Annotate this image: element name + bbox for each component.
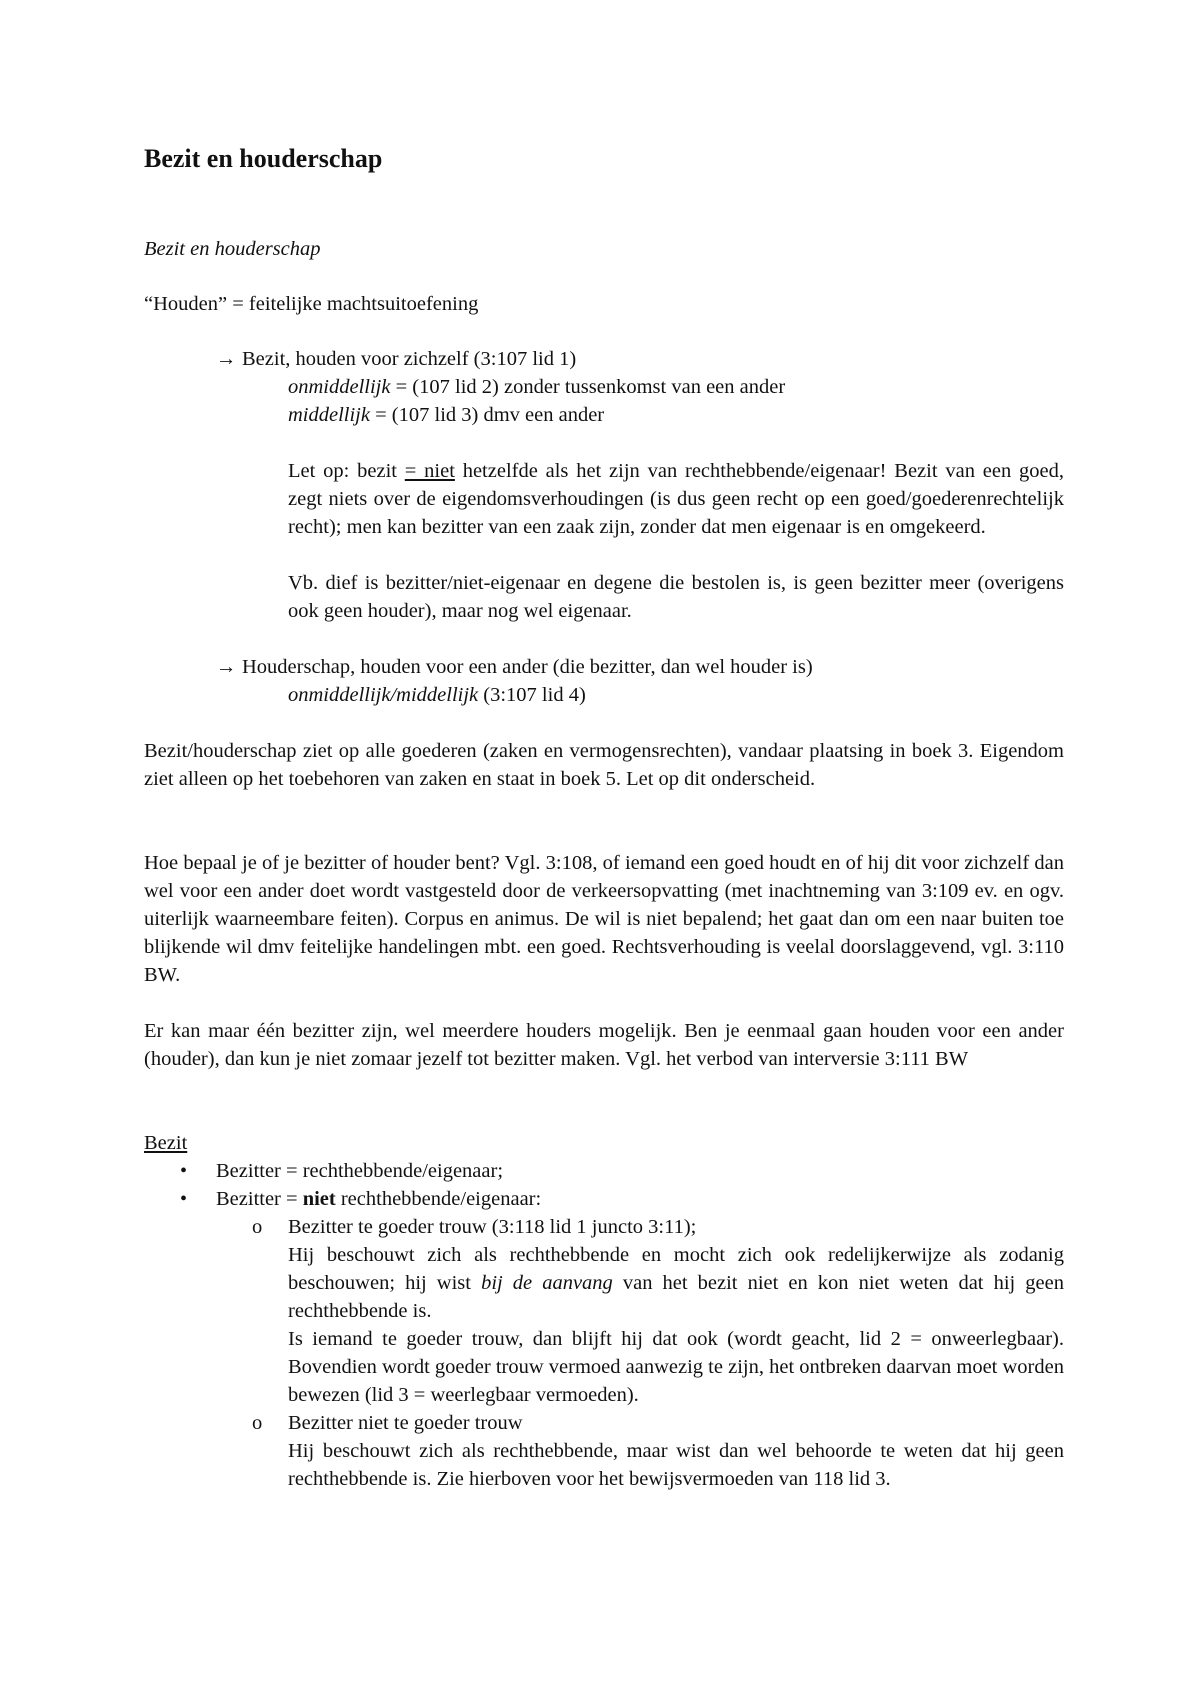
circle-bullet-icon: o <box>252 1412 263 1434</box>
middellijk-line <box>288 401 604 429</box>
let-op-text-b: hetzelfde als het zijn van rechthebbende/eigenaar! Bezit van een goed, zegt niets over de eigendomsverhoudingen (is dus geen recht op een goed/goederenrechtelijk recht); men kan bezitter van een zaak zijn, zonder dat men eigenaar is en omgekeerd. <box>288 460 1064 538</box>
onmiddellijk-line <box>288 373 785 401</box>
bullet-text: Bezitter = rechthebbende/eigenaar; <box>216 1160 504 1182</box>
bullet-text-bold: niet <box>302 1188 336 1210</box>
bullet-text-c: rechthebbende/eigenaar: <box>335 1188 542 1210</box>
middellijk-term: middellijk <box>288 404 370 426</box>
paragraph-goederen: Bezit/houderschap ziet op alle goederen (zaken en vermogensrechten), vandaar plaatsing in boek 3. Eigendom ziet alleen op het toebehoren van zaken en staat in boek 5. Let op dit onderscheid. <box>144 740 1064 790</box>
bezit-list <box>144 1157 1064 1493</box>
list-item <box>144 1157 1064 1185</box>
sub-item-heading: Bezitter niet te goeder trouw <box>288 1412 523 1434</box>
example-note: Vb. dief is bezitter/niet-eigenaar en degene die bestolen is, is geen bezitter meer (overigens ook geen houder), maar nog wel eigenaar. <box>288 572 1064 622</box>
sub-item-paragraph <box>288 1241 1064 1325</box>
bullet-icon: • <box>180 1188 188 1210</box>
bezit-definition: Bezit, houden voor zichzelf (3:107 lid 1) <box>242 348 577 370</box>
houden-definition: “Houden” = feitelijke machtsuitoefening <box>144 293 479 315</box>
sub-item-heading: Bezitter te goeder trouw (3:118 lid 1 juncto 3:11); <box>288 1216 697 1238</box>
let-op-text-a: Let op: bezit <box>288 460 405 482</box>
circle-bullet-icon: o <box>252 1216 263 1238</box>
paragraph-bezitter-of-houder: Hoe bepaal je of je bezitter of houder bent? Vgl. 3:108, of iemand een goed houdt en of hij dit voor zichzelf dan wel voor een ander doet wordt vastgesteld door de verkeersopvatting (met inachtneming van 3:109 ev. en ogv. uiterlijk waarneembare feiten). Corpus en animus. De wil is niet bepalend; het gaat dan om een naar buiten toe blijkende wil dmv feitelijke handelingen mbt. een goed. Rechtsverhouding is veelal doorslaggevend, vgl. 3:110 BW. <box>144 852 1064 986</box>
sub-text-b: van het bezit niet en kon niet weten dat hij geen rechthebbende is. <box>288 1272 1064 1322</box>
document-title: Bezit en houderschap <box>144 144 383 173</box>
right-arrow-icon: → <box>216 348 237 370</box>
middellijk-text: = (107 lid 3) dmv een ander <box>369 404 605 426</box>
section-subtitle: Bezit en houderschap <box>144 238 321 260</box>
let-op-note <box>288 457 1064 541</box>
onmiddellijk-text: = (107 lid 2) zonder tussenkomst van een ander <box>390 376 786 398</box>
let-op-underlined: = niet <box>404 460 455 482</box>
houderschap-sub-line <box>288 681 586 709</box>
sub-item-paragraph: Hij beschouwt zich als rechthebbende, maar wist dan wel behoorde te weten dat hij geen rechthebbende is. Zie hierboven voor het bewijsvermoeden van 118 lid 3. <box>288 1440 1064 1490</box>
paragraph-een-bezitter: Er kan maar één bezitter zijn, wel meerdere houders mogelijk. Ben je eenmaal gaan houden voor een ander (houder), dan kun je niet zomaar jezelf tot bezitter maken. Vgl. het verbod van interversie 3:111 BW <box>144 1020 1064 1070</box>
sub-list-item <box>144 1213 1064 1409</box>
houderschap-arrow-line <box>216 653 813 681</box>
list-item <box>144 1185 1064 1213</box>
sub-text-a: Hij beschouwt zich als rechthebbende en mocht zich ook redelijkerwijze als zodanig beschouwen; hij wist <box>288 1244 1064 1294</box>
houderschap-ref: (3:107 lid 4) <box>478 684 586 706</box>
right-arrow-icon: → <box>216 656 237 678</box>
sub-text-italic: bij de aanvang <box>481 1272 613 1294</box>
bullet-text-a: Bezitter = <box>216 1188 303 1210</box>
bezit-arrow-line <box>216 345 576 373</box>
sub-list-item <box>144 1409 1064 1493</box>
houderschap-term: onmiddellijk/middellijk <box>288 684 479 706</box>
bullet-icon: • <box>180 1160 188 1182</box>
bezit-heading: Bezit <box>144 1132 188 1154</box>
houderschap-definition: Houderschap, houden voor een ander (die bezitter, dan wel houder is) <box>242 656 813 678</box>
onmiddellijk-term: onmiddellijk <box>288 376 391 398</box>
sub-item-paragraph: Is iemand te goeder trouw, dan blijft hij dat ook (wordt geacht, lid 2 = onweerlegbaar). Bovendien wordt goeder trouw vermoed aanwezig te zijn, het ontbreken daarvan moet worden bewezen (lid 3 = weerlegbaar vermoeden). <box>288 1328 1064 1406</box>
